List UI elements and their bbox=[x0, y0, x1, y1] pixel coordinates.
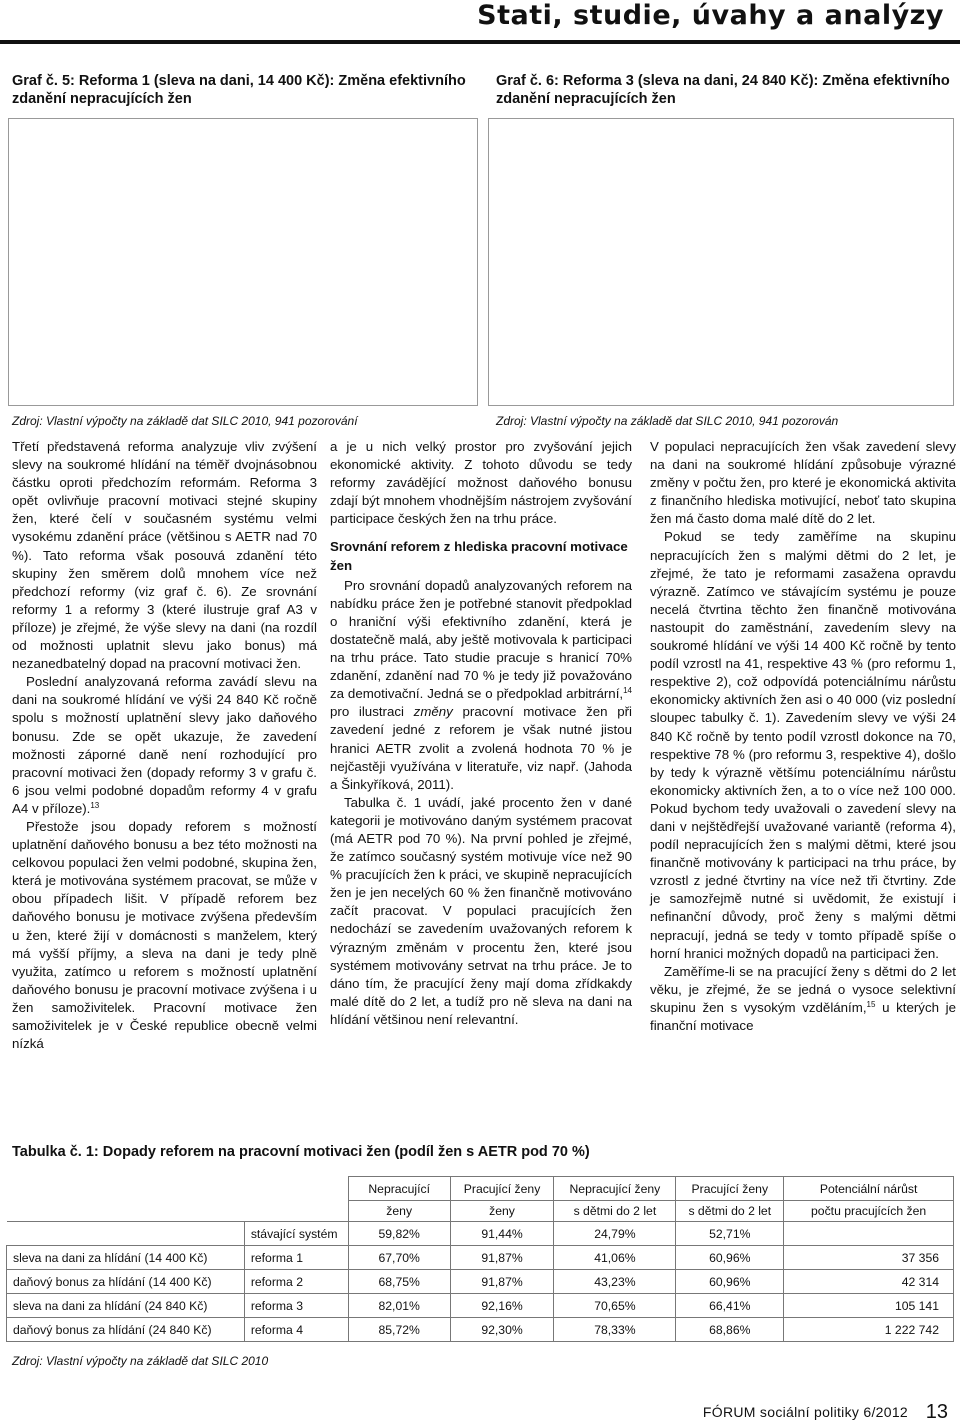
table-cell: 37 356 bbox=[784, 1246, 954, 1270]
table-cell: daňový bonus za hlídání (24 840 Kč) bbox=[7, 1318, 245, 1342]
column-header: s dětmi do 2 let bbox=[676, 1201, 784, 1222]
text-column-2 bbox=[330, 438, 632, 1029]
table-corner bbox=[7, 1177, 349, 1222]
table-cell: 82,01% bbox=[348, 1294, 450, 1318]
paragraph-text: Zaměříme-li se na pracující ženy s dětmi do 2 let věku, je zřejmé, že se jedná o vysoce selektivní skupinu žen s vysokým vzděláním, bbox=[650, 963, 956, 1015]
header-rule bbox=[0, 40, 960, 44]
column-header: Pracující ženy bbox=[450, 1177, 554, 1201]
table-cell: 91,87% bbox=[450, 1246, 554, 1270]
table-cell: 24,79% bbox=[554, 1222, 676, 1246]
table-row bbox=[7, 1246, 954, 1270]
emphasis: změny bbox=[413, 704, 453, 720]
text-column-1 bbox=[12, 438, 317, 1053]
results-table bbox=[6, 1176, 954, 1342]
paragraph: Pokud se tedy zaměříme na skupinu nepracujících žen s malými dětmi do 2 let, je zřejmé, že tato je reformami zasažena opravdu výrazně. Zatímco ve stávajícím systému je pouze necelá čtvrtina těchto žen finančně motivována nastoupit do zaměstnání, zavedením slevy na soukromé hlídání ve výši 14 400 Kč ročně by tento podíl vzrostl na 41, respektive 43 % (pro reformu 1, respektive 2), což odpovídá potenciálnímu nárůstu ekonomicky aktivních žen asi o 40 000 (viz poslední sloupec tabulky č. 1). Zavedením slevy ve výši 24 840 Kč ročně by tento podíl vzrostl dokonce na 70, respektive 78 % (pro reformu 3, respektive 4), došlo by tedy k výrazně většímu potenciálnímu nárůstu ekonomicky aktivních žen, a to o více než 100 000. Pokud bychom tedy uvažovali o zavedení slevy na dani v nejštědřejší uvažované variantě (reforma 4), podíl nepracujících žen s malými dětmi, které jsou finančně motivovány k participaci na trhu práce, by vzrostl z jedné čtvrtiny na více než tři čtvrtiny. Zde je samozřejmě nutné si uvědomit, že existují i nefinanční důvody, proč ženy s malými dětmi nepracují, jedná se tedy v tomto případě spíše o horní hranici možných dopadů na participaci žen. bbox=[650, 529, 956, 961]
table-cell: 70,65% bbox=[554, 1294, 676, 1318]
table-cell: 85,72% bbox=[348, 1318, 450, 1342]
paragraph-text: Poslední analyzovaná reforma zavádí slevu na dani na soukromé hlídání ve výši 24 840 Kč ročně spolu s možností uplatnění slevy jako daňového bonusu. Zde se opět ukazuje, že zavedení možnosti záporné daně není rozhodující pro pracovní motivaci žen (dopady reformy 3 v grafu č. 6 jsou velmi podobné dopadům reformy 4 v grafu A4 v příloze). bbox=[12, 674, 317, 816]
table-cell: 68,86% bbox=[676, 1318, 784, 1342]
table-cell: 60,96% bbox=[676, 1270, 784, 1294]
column-header: Potenciální nárůst bbox=[784, 1177, 954, 1201]
table-row bbox=[7, 1294, 954, 1318]
paragraph bbox=[12, 673, 317, 818]
header-title: Stati, studie, úvahy a analýzy bbox=[477, 0, 944, 31]
table-cell: 91,87% bbox=[450, 1270, 554, 1294]
page-number: 13 bbox=[925, 1401, 948, 1423]
table-cell: 92,30% bbox=[450, 1318, 554, 1342]
table-cell: 52,71% bbox=[676, 1222, 784, 1246]
footnote-ref: 14 bbox=[623, 686, 632, 696]
column-header: s dětmi do 2 let bbox=[554, 1201, 676, 1222]
paragraph-text: pracovní motivace žen při zavedení jedné z reforem je však nutné jistou hranici AETR zvolit a zvolená hodnota 70 % je nejčastěji využívána v literatuře, viz např. (Jahoda a Šinkyříková, 2011). bbox=[330, 704, 633, 792]
graph6-caption: Graf č. 6: Reforma 3 (sleva na dani, 24 840 Kč): Změna efektivního zdanění nepracujících žen bbox=[496, 73, 950, 107]
table-cell bbox=[7, 1222, 245, 1246]
table-cell: 68,75% bbox=[348, 1270, 450, 1294]
graph6-frame bbox=[488, 118, 954, 406]
column-header: ženy bbox=[348, 1201, 450, 1222]
table-row bbox=[7, 1270, 954, 1294]
graph5-caption: Graf č. 5: Reforma 1 (sleva na dani, 14 400 Kč): Změna efektivního zdanění nepracujících žen bbox=[12, 73, 466, 107]
footer-journal: FÓRUM sociální politiky 6/2012 bbox=[702, 1404, 908, 1420]
table-cell: reforma 1 bbox=[244, 1246, 348, 1270]
table-cell: 60,96% bbox=[676, 1246, 784, 1270]
table-cell: 1 222 742 bbox=[784, 1318, 954, 1342]
footnote-ref: 13 bbox=[90, 800, 100, 810]
paragraph bbox=[330, 577, 632, 794]
table-cell: 67,70% bbox=[348, 1246, 450, 1270]
paragraph: Třetí představená reforma analyzuje vliv zvýšení slevy na soukromé hlídání na téměř dvojnásobnou částku oproti předchozím reformám. Reforma 3 opět ovlivňuje pracovní motivaci stejné skupiny žen, které čelí v současném systému velmi vysokému zdanění práce (většinou s AETR nad 70 %). Tato reforma však posouvá zdanění této skupiny žen směrem dolů mnohem více než předchozí reformy (viz graf č. 6). Ze srovnání reformy 1 a reformy 3 (které ilustruje graf A3 v příloze) je zřejmé, že výše slevy na dani (na rozdíl od možnosti uplatnit slevu jako bonus) má nezanedbatelný dopad na pracovní motivaci žen. bbox=[12, 439, 317, 672]
table-cell: 43,23% bbox=[554, 1270, 676, 1294]
paragraph: V populaci nepracujících žen však zavedení slevy na dani na soukromé hlídání způsobuje výrazné změny v počtu žen, pro které je ekonomická aktivita z finančního hlediska motivující, neboť tato skupina žen má často doma malé dítě do 2 let. bbox=[650, 439, 956, 527]
table-cell: 59,82% bbox=[348, 1222, 450, 1246]
paragraph: a je u nich velký prostor pro zvyšování jejich ekonomické aktivity. Z tohoto důvodu se tedy reformy zavádějící možnost daňového bonusu zdají být mnohem vhodnějším nástrojem zvyšování participace českých žen na trhu práce. bbox=[330, 439, 632, 527]
column-header: počtu pracujících žen bbox=[784, 1201, 954, 1222]
column-header: ženy bbox=[450, 1201, 554, 1222]
section-heading: Srovnání reforem z hlediska pracovní motivace žen bbox=[330, 539, 628, 573]
paragraph-text: u kterých je finanční motivace bbox=[650, 999, 956, 1033]
footnote-ref: 15 bbox=[866, 999, 876, 1009]
text-column-3 bbox=[650, 438, 956, 1035]
paragraph-text: Pro srovnání dopadů analyzovaných reforem na nabídku práce žen je potřebné stanovit předpoklad o hraniční výši efektivního zdanění, která je dostatečně malá, aby ještě motivovala k participaci na trhu práce. Tato studie pracuje s hranicí 70% zdanění, zdanění nad 70 % je tedy již považováno za demotivační. Jedná se o předpoklad arbitrární, bbox=[330, 577, 632, 702]
table-cell: reforma 2 bbox=[244, 1270, 348, 1294]
paragraph: Tabulka č. 1 uvádí, jaké procento žen v dané kategorii je motivováno daným systémem pracovat (má AETR pod 70 %). Na první pohled je zřejmé, že zatímco současný systém motivuje více než 90 % pracujících žen k práci, ve skupině nepracujících žen je jen necelých 60 % žen finančně motivováno začít pracovat. V populaci pracujících žen nedochází se zavedením uvažovaných reforem k výrazným změnám v procentu žen, které jsou systémem motivovány setrvat na trhu práce. Je to dáno tím, že pracující ženy mají doma zřídkakdy malé dítě do 2 let, a tudíž pro ně sleva na dani na hlídání většinou není relevantní. bbox=[330, 794, 632, 1027]
paragraph: Přestože jsou dopady reforem s možností uplatnění daňového bonusu a bez této možnosti na celkovou populaci žen velmi podobné, skupina žen, která je motivována systémem pracovat, se může v obou případech lišit. V případě reforem bez daňového bonusu je motivace zvýšena především u žen, které žijí v domácnosti s manželem, který má vyšší příjmy, a sleva na dani je tedy plně využita, zatímco u reforem s možností uplatnění daňového bonusu je pracovní motivace zvýšena i u žen samoživitelek. Pracovní motivace žen samoživitelek je v České republice obecně velmi nízká bbox=[12, 818, 317, 1052]
graph5-frame bbox=[8, 118, 478, 406]
table-cell: reforma 3 bbox=[244, 1294, 348, 1318]
table-cell: 78,33% bbox=[554, 1318, 676, 1342]
table-row bbox=[7, 1318, 954, 1342]
table-cell: daňový bonus za hlídání (14 400 Kč) bbox=[7, 1270, 245, 1294]
column-header: Nepracující bbox=[348, 1177, 450, 1201]
table-cell: 91,44% bbox=[450, 1222, 554, 1246]
paragraph bbox=[650, 963, 956, 1035]
table-cell: 105 141 bbox=[784, 1294, 954, 1318]
graph6-source: Zdroj: Vlastní výpočty na základě dat SILC 2010, 941 pozorován bbox=[496, 414, 839, 428]
table-cell: 42 314 bbox=[784, 1270, 954, 1294]
table-cell: sleva na dani za hlídání (14 400 Kč) bbox=[7, 1246, 245, 1270]
table-cell: reforma 4 bbox=[244, 1318, 348, 1342]
column-header: Nepracující ženy bbox=[554, 1177, 676, 1201]
table-cell: sleva na dani za hlídání (24 840 Kč) bbox=[7, 1294, 245, 1318]
table-cell: stávající systém bbox=[244, 1222, 348, 1246]
table-cell: 66,41% bbox=[676, 1294, 784, 1318]
table-cell: 92,16% bbox=[450, 1294, 554, 1318]
table-title: Tabulka č. 1: Dopady reforem na pracovní motivaci žen (podíl žen s AETR pod 70 %) bbox=[12, 1144, 590, 1160]
table-cell bbox=[784, 1222, 954, 1246]
table-cell: 41,06% bbox=[554, 1246, 676, 1270]
table-header-row bbox=[7, 1177, 954, 1201]
table-source: Zdroj: Vlastní výpočty na základě dat SILC 2010 bbox=[12, 1354, 269, 1368]
table-row bbox=[7, 1222, 954, 1246]
paragraph-text: pro ilustraci bbox=[330, 704, 414, 720]
graph5-source: Zdroj: Vlastní výpočty na základě dat SILC 2010, 941 pozorování bbox=[12, 414, 358, 428]
column-header: Pracující ženy bbox=[676, 1177, 784, 1201]
